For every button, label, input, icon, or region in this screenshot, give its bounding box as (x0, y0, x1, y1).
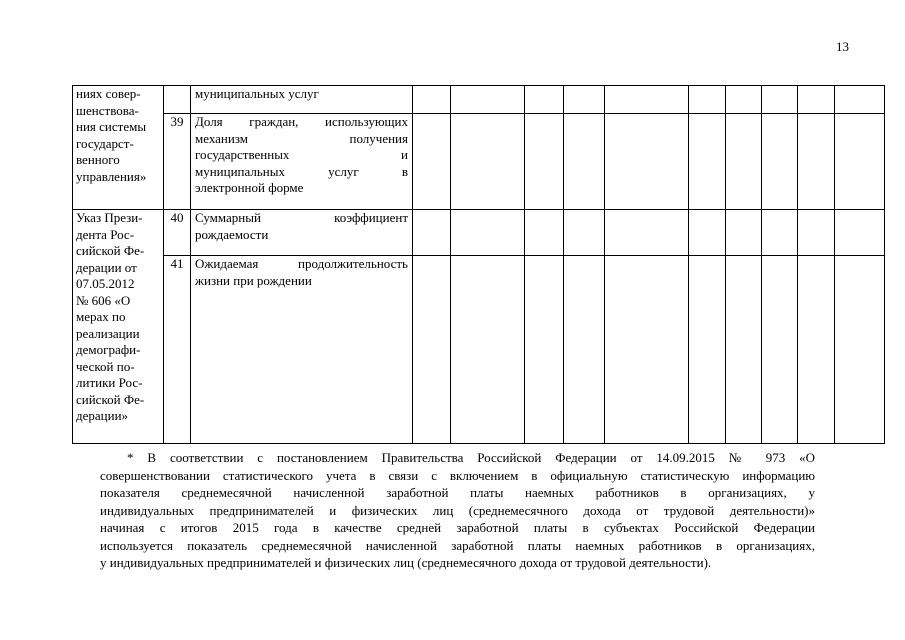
footnote-line: совершенствовании статистического учета в связи с включением в официальную статистическую информацию (100, 467, 815, 483)
indicator-line: Суммарный коэффициент (195, 210, 408, 225)
value-cell (835, 114, 885, 210)
footnote-line: * В соответствии с постановлением Правительства Российской Федерации от 14.09.2015 № 973 «О (127, 450, 815, 465)
basis-line: дерации» (76, 408, 129, 423)
indicator-line: Доля граждан, использующих (195, 114, 408, 129)
basis-cell (73, 86, 164, 210)
value-cell (564, 256, 605, 444)
value-cell (451, 86, 525, 114)
indicator-line: Ожидаемая продолжительность (195, 256, 408, 271)
basis-line: ниях совер- (76, 86, 141, 101)
indicator-line: электронной форме (195, 180, 304, 195)
value-cell (525, 256, 564, 444)
indicator-line: муниципальных услуг в (195, 163, 408, 179)
row-number (164, 86, 191, 114)
basis-line: литики Рос- (76, 375, 143, 390)
value-cell (689, 256, 726, 444)
basis-line: демографи- (76, 342, 141, 357)
value-cell (689, 114, 726, 210)
table-row (73, 256, 885, 444)
table-row (73, 210, 885, 256)
table-row (73, 86, 885, 114)
value-cell (762, 256, 798, 444)
row-number: 40 (164, 210, 191, 256)
value-cell (798, 256, 835, 444)
value-cell (413, 256, 451, 444)
value-cell (762, 114, 798, 210)
value-cell (798, 86, 835, 114)
value-cell (413, 210, 451, 256)
basis-line: ческой по- (76, 358, 135, 374)
basis-line: сийской Фе- (76, 243, 145, 258)
page-number: 13 (836, 39, 849, 54)
row-number: 39 (164, 114, 191, 210)
value-cell (726, 210, 762, 256)
basis-line: дерации от (76, 259, 137, 275)
footnote-line: используется показатель среднемесячной начисленной заработной платы наемных работников в организациях, (100, 537, 815, 553)
indicator-cell (191, 114, 413, 210)
value-cell (835, 256, 885, 444)
value-cell (525, 114, 564, 210)
indicators-table (72, 85, 885, 444)
basis-line: мерах по (76, 309, 126, 324)
basis-line: управления» (76, 168, 147, 184)
value-cell (689, 210, 726, 256)
basis-line: сийской Фе- (76, 391, 145, 407)
value-cell (762, 210, 798, 256)
value-cell (525, 210, 564, 256)
value-cell (605, 210, 689, 256)
basis-line: венного (76, 152, 120, 167)
value-cell (689, 86, 726, 114)
basis-line: 07.05.2012 (76, 276, 135, 291)
value-cell (564, 114, 605, 210)
basis-line: государст- (76, 135, 134, 151)
indicator-line: механизм получения (195, 130, 408, 146)
indicator-line: рождаемости (195, 226, 269, 242)
value-cell (762, 86, 798, 114)
footnote (100, 449, 815, 572)
value-cell (835, 210, 885, 256)
indicator-cell: муниципальных услуг (191, 86, 413, 114)
value-cell (564, 210, 605, 256)
basis-line: ния системы (76, 119, 147, 134)
value-cell (798, 114, 835, 210)
basis-line: дента Рос- (76, 226, 135, 242)
indicator-line: государственных и (195, 147, 408, 162)
value-cell (451, 210, 525, 256)
basis-line: шенствова- (76, 102, 139, 118)
indicator-cell (191, 210, 413, 256)
value-cell (726, 256, 762, 444)
basis-line: Указ Прези- (76, 210, 143, 225)
value-cell (564, 86, 605, 114)
footnote-line: показателя среднемесячной начисленной заработной платы наемных работников в организациях, у (100, 485, 815, 500)
value-cell (835, 86, 885, 114)
indicator-cell (191, 256, 413, 444)
value-cell (413, 86, 451, 114)
value-cell (726, 86, 762, 114)
footnote-line: у индивидуальных предпринимателей и физических лиц (среднемесячного дохода от трудовой деятельности). (100, 555, 712, 570)
basis-line: реализации (76, 325, 140, 341)
value-cell (605, 114, 689, 210)
footnote-line: индивидуальных предпринимателей и физических лиц (среднемесячного дохода от трудовой деятельности)» (100, 502, 815, 518)
indicator-line: жизни при рождении (195, 272, 312, 288)
basis-line: № 606 «О (76, 292, 131, 308)
table-row (73, 114, 885, 210)
row-number: 41 (164, 256, 191, 444)
value-cell (798, 210, 835, 256)
value-cell (605, 256, 689, 444)
footnote-line: начиная с итогов 2015 года в качестве средней заработной платы в субъектах Российской Федерации (100, 520, 815, 535)
value-cell (413, 114, 451, 210)
basis-cell (73, 210, 164, 444)
value-cell (451, 256, 525, 444)
value-cell (525, 86, 564, 114)
value-cell (451, 114, 525, 210)
value-cell (605, 86, 689, 114)
value-cell (726, 114, 762, 210)
